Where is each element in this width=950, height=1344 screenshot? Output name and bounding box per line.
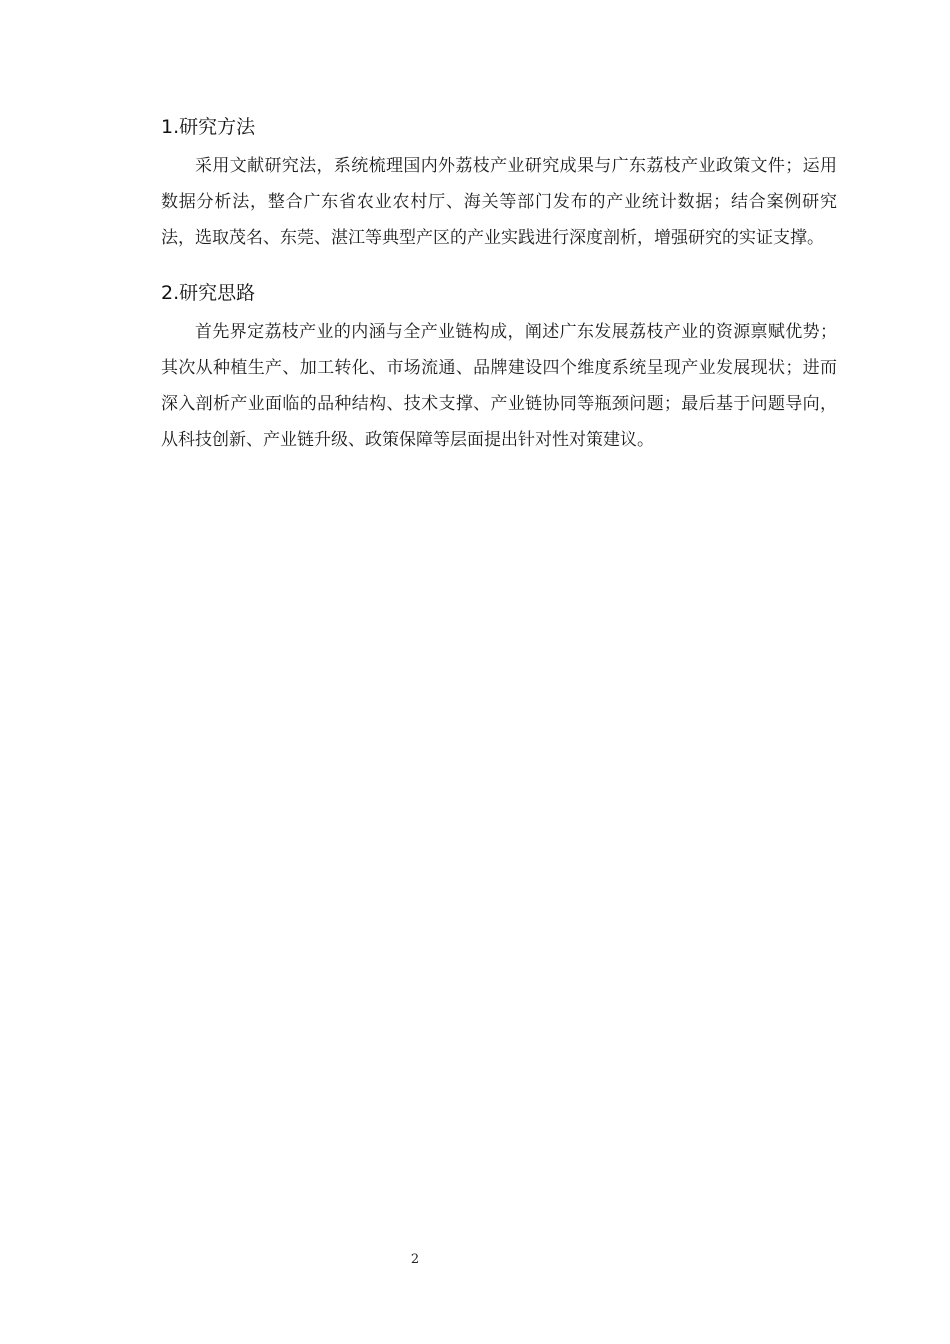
section-research-approach <box>161 278 837 458</box>
section-heading-research-approach: 2.研究思路 <box>161 282 256 304</box>
section-research-methods <box>161 112 837 256</box>
section-heading-research-methods: 1.研究方法 <box>161 116 256 138</box>
section-body-research-methods: 采用文献研究法，系统梳理国内外荔枝产业研究成果与广东荔枝产业政策文件；运用数据分析法，整合广东省农业农村厅、海关等部门发布的产业统计数据；结合案例研究法，选取茂名、东莞、湛江等典型产区的产业实践进行深度剖析，增强研究的实证支撑。 <box>161 156 837 248</box>
page-content <box>161 112 837 480</box>
page-number: 2 <box>410 1252 420 1267</box>
section-body-research-approach: 首先界定荔枝产业的内涵与全产业链构成，阐述广东发展荔枝产业的资源禀赋优势；其次从种植生产、加工转化、市场流通、品牌建设四个维度系统呈现产业发展现状；进而深入剖析产业面临的品种结构、技术支撑、产业链协同等瓶颈问题；最后基于问题导向，从科技创新、产业链升级、政策保障等层面提出针对性对策建议。 <box>161 322 837 450</box>
